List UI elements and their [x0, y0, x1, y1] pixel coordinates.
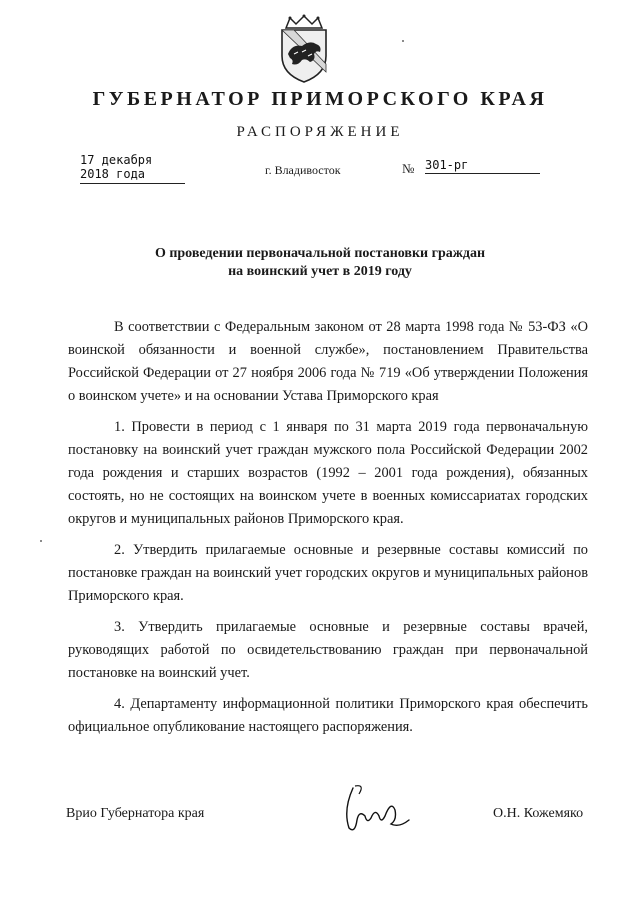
document-type: РАСПОРЯЖЕНИЕ — [236, 124, 404, 140]
clause-paragraph: 3. Утвердить прилагаемые основные и резервные составы врачей, руководящих работой по освидетельствованию граждан при первоначальной постановке на воинский учет. — [68, 619, 588, 681]
signatory-position: Врио Губернатора края — [66, 806, 205, 821]
subject-line: О проведении первоначальной постановки граждан — [154, 246, 486, 261]
subject-line: на воинский учет в 2019 году — [228, 264, 412, 279]
signatory-name: О.Н. Кожемяко — [493, 806, 584, 821]
document-city: г. Владивосток — [265, 163, 341, 177]
document-subject — [90, 245, 550, 281]
clause-paragraph: 4. Департаменту информационной политики Приморского края обеспечить официальное опубликование настоящего распоряжения. — [68, 696, 588, 735]
scan-speck — [402, 40, 404, 42]
clause-paragraph: 2. Утвердить прилагаемые основные и резервные составы комиссий по постановке граждан на воинский учет городских округов и муниципальных районов Приморского края. — [68, 542, 588, 604]
issuer-title: ГУБЕРНАТОР ПРИМОРСКОГО КРАЯ — [92, 88, 548, 110]
number-label: № — [402, 161, 415, 176]
scan-speck — [40, 540, 42, 542]
preamble-paragraph: В соответствии с Федеральным законом от 28 марта 1998 года № 53-ФЗ «О воинской обязанности и военной службе», постановлением Правительства Российской Федерации от 27 ноября 2006 года № 719 «Об утверждении Положения о воинском учете» и на основании Устава Приморского края — [68, 319, 588, 404]
handwritten-signature — [335, 780, 415, 835]
clause-paragraph: 1. Провести в период с 1 января по 31 марта 2019 года первоначальную постановку на воинский учет граждан мужского пола Российской Федерации 2002 года рождения и старших возрастов (1992 – 2001 года рождения), обязанных состоять, но не состоящих на воинском учете в военных комиссариатах городских округов и муниципальных районов Приморского края. — [68, 419, 588, 527]
document-body — [68, 316, 588, 747]
document-number: 301-рг — [425, 158, 540, 174]
document-date: 17 декабря 2018 года — [80, 153, 185, 184]
coat-of-arms-emblem — [272, 14, 336, 84]
